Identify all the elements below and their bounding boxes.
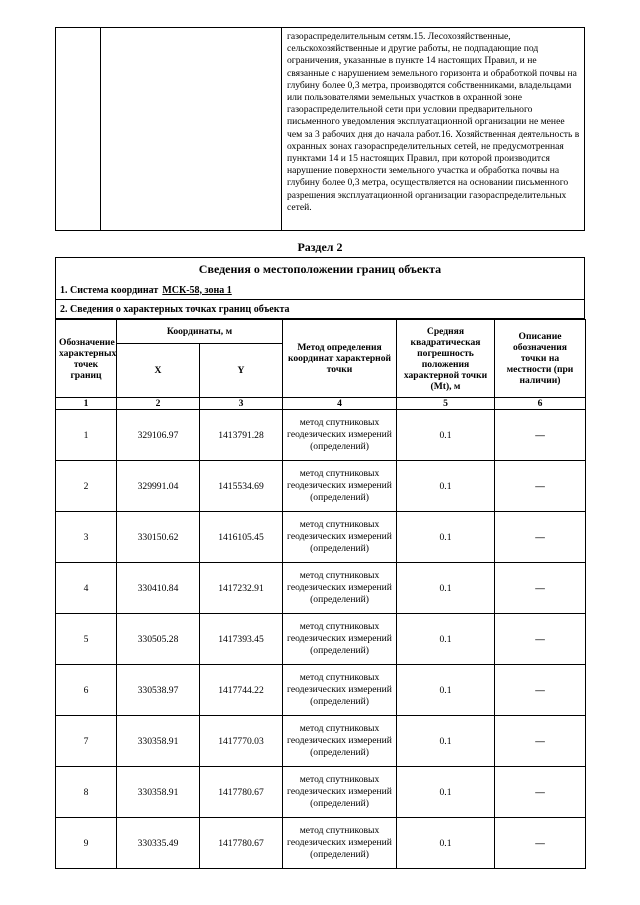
coord-x-cell: 330538.97 <box>117 665 200 716</box>
table-row <box>56 461 586 512</box>
method-cell: метод спутниковых геодезических измерений (определений) <box>283 716 397 767</box>
coord-system-value: МСК-58, зона 1 <box>162 284 232 296</box>
description-cell: — <box>495 716 586 767</box>
table-row <box>56 716 586 767</box>
table-row <box>56 665 586 716</box>
coord-y-cell: 1417780.67 <box>200 818 283 869</box>
column-number-row <box>56 398 586 410</box>
continuation-text: газораспределительным сетям.15. Лесохозяйственные, сельскохозяйственные и другие работы, не подпадающие под ограничения, указанные в пункте 14 настоящих Правил, и не связанные с нарушением земельного горизонта и обработкой почвы на глубину более 0,3 метра, производятся собственниками, владельцами или пользователями земельных участков в охранной зоне газораспределительной сети при условии предварительного письменного уведомления эксплуатационной организации не менее чем за 3 рабочих дня до начала работ.16. Хозяйственная деятельность в охранных зонах газораспределительных сетей, не предусмотренная пунктами 14 и 15 настоящих Правил, при которой производится нарушение поверхности земельного участка и обработка почвы на глубину более 0,3 метра, осуществляется на основании письменного разрешения эксплуатационной организации газораспределительных сетей. <box>287 31 580 213</box>
points-table <box>55 319 586 869</box>
precision-cell: 0.1 <box>397 512 495 563</box>
coord-x-cell: 329991.04 <box>117 461 200 512</box>
col-x-header: X <box>117 344 200 398</box>
point-number-cell: 5 <box>56 614 117 665</box>
boundaries-table <box>55 257 585 869</box>
table-header: Сведения о местоположении границ объекта <box>55 257 585 281</box>
column-number: 4 <box>283 398 397 410</box>
description-cell: — <box>495 512 586 563</box>
coord-x-cell: 330410.84 <box>117 563 200 614</box>
table-row <box>56 614 586 665</box>
column-number: 3 <box>200 398 283 410</box>
description-cell: — <box>495 614 586 665</box>
table-row <box>56 410 586 461</box>
col-coords-header: Координаты, м <box>117 320 283 344</box>
table-row <box>56 767 586 818</box>
points-table-body <box>56 410 586 869</box>
point-number-cell: 6 <box>56 665 117 716</box>
coord-x-cell: 330150.62 <box>117 512 200 563</box>
section-title: Раздел 2 <box>297 240 343 254</box>
coord-x-cell: 330505.28 <box>117 614 200 665</box>
description-cell: — <box>495 767 586 818</box>
col-y-header: Y <box>200 344 283 398</box>
coord-x-cell: 330358.91 <box>117 767 200 818</box>
precision-cell: 0.1 <box>397 461 495 512</box>
coord-y-cell: 1417770.03 <box>200 716 283 767</box>
point-number-cell: 7 <box>56 716 117 767</box>
table-row <box>56 512 586 563</box>
coord-x-cell: 330335.49 <box>117 818 200 869</box>
coord-y-cell: 1417232.91 <box>200 563 283 614</box>
description-cell: — <box>495 563 586 614</box>
coord-system-label: 1. Система координат <box>60 284 159 296</box>
point-number-cell: 3 <box>56 512 117 563</box>
coord-y-cell: 1416105.45 <box>200 512 283 563</box>
table-row <box>56 818 586 869</box>
coord-x-cell: 330358.91 <box>117 716 200 767</box>
continuation-cell-empty-2 <box>101 28 282 230</box>
precision-cell: 0.1 <box>397 563 495 614</box>
coord-x-cell: 329106.97 <box>117 410 200 461</box>
method-cell: метод спутниковых геодезических измерений (определений) <box>283 563 397 614</box>
method-cell: метод спутниковых геодезических измерений (определений) <box>283 614 397 665</box>
description-cell: — <box>495 665 586 716</box>
precision-cell: 0.1 <box>397 818 495 869</box>
description-cell: — <box>495 461 586 512</box>
coord-y-cell: 1417393.45 <box>200 614 283 665</box>
method-cell: метод спутниковых геодезических измерений (определений) <box>283 818 397 869</box>
col-method-header: Метод определения координат характерной точки <box>283 320 397 398</box>
point-number-cell: 8 <box>56 767 117 818</box>
method-cell: метод спутниковых геодезических измерений (определений) <box>283 665 397 716</box>
column-number: 6 <box>495 398 586 410</box>
method-cell: метод спутниковых геодезических измерений (определений) <box>283 512 397 563</box>
description-cell: — <box>495 818 586 869</box>
precision-cell: 0.1 <box>397 614 495 665</box>
col-description-header: Описание обозначения точки на местности (при наличии) <box>495 320 586 398</box>
column-number: 2 <box>117 398 200 410</box>
precision-cell: 0.1 <box>397 716 495 767</box>
precision-cell: 0.1 <box>397 665 495 716</box>
col-precision-header: Средняя квадратическая погрешность положения характерной точки (Mt), м <box>397 320 495 398</box>
points-label-row <box>55 300 585 319</box>
coord-y-cell: 1415534.69 <box>200 461 283 512</box>
coord-system-row <box>55 281 585 300</box>
point-number-cell: 1 <box>56 410 117 461</box>
column-number: 5 <box>397 398 495 410</box>
point-number-cell: 9 <box>56 818 117 869</box>
continuation-table <box>55 27 585 231</box>
method-cell: метод спутниковых геодезических измерений (определений) <box>283 410 397 461</box>
point-number-cell: 4 <box>56 563 117 614</box>
points-label: 2. Сведения о характерных точках границ объекта <box>60 303 290 315</box>
table-row <box>56 563 586 614</box>
method-cell: метод спутниковых геодезических измерений (определений) <box>283 767 397 818</box>
description-cell: — <box>495 410 586 461</box>
coord-y-cell: 1413791.28 <box>200 410 283 461</box>
precision-cell: 0.1 <box>397 410 495 461</box>
method-cell: метод спутниковых геодезических измерений (определений) <box>283 461 397 512</box>
coord-y-cell: 1417744.22 <box>200 665 283 716</box>
column-number: 1 <box>56 398 117 410</box>
point-number-cell: 2 <box>56 461 117 512</box>
precision-cell: 0.1 <box>397 767 495 818</box>
col-designation-header: Обозначение характерных точек границ <box>56 320 117 398</box>
coord-y-cell: 1417780.67 <box>200 767 283 818</box>
continuation-cell-empty-1 <box>56 28 101 230</box>
